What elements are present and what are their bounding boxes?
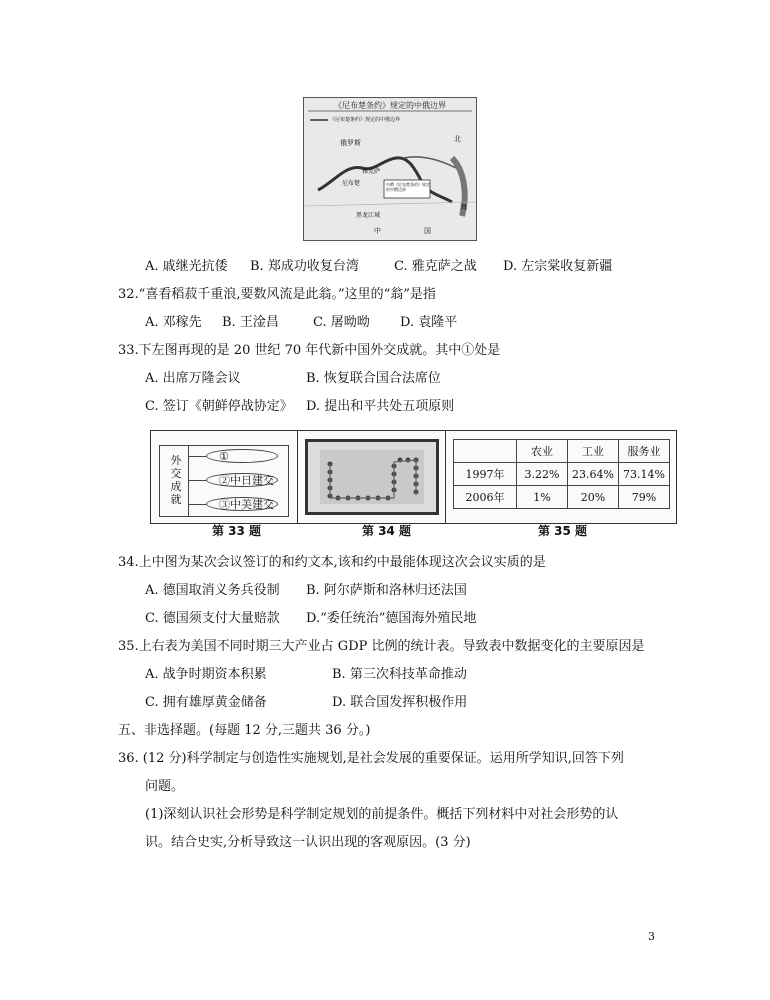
table-cell: 79% <box>619 486 670 509</box>
table-header-row <box>454 440 670 463</box>
treaty-map-figure <box>303 97 477 241</box>
map-label-sea: 海 <box>460 203 467 211</box>
q34-stem: 34.上中图为某次会议签订的和约文本,该和约中最能体现这次会议实质的是 <box>118 555 546 570</box>
q33-stem: 33.下左图再现的是 20 世纪 70 年代新中国外交成就。其中①处是 <box>118 343 501 358</box>
fig35-panel <box>447 431 676 523</box>
q34-option-b: B. 阿尔萨斯和洛林归还法国 <box>306 583 467 598</box>
q35-stem: 35.上右表为美国不同时期三大产业占 GDP 比例的统计表。导致表中数据变化的主要原因是 <box>118 639 645 654</box>
fig34-panel <box>299 431 446 523</box>
map-label-yaksa: 雅克萨 <box>362 168 381 175</box>
table-header-cell <box>454 440 517 463</box>
table-header-cell: 工业 <box>568 440 619 463</box>
q35-option-d: D. 联合国发挥积极作用 <box>332 695 468 710</box>
map-box-label: 中俄《尼布楚条约》规定的中俄边界 <box>386 182 430 192</box>
map-label-north: 北 <box>454 135 461 143</box>
q31-option-d: D. 左宗棠收复新疆 <box>503 259 613 274</box>
table-row <box>454 463 670 486</box>
q33-option-a: A. 出席万隆会议 <box>145 371 241 386</box>
map-label-russia: 俄罗斯 <box>340 139 361 147</box>
diplomacy-item-3: ③中美建交 <box>206 497 278 511</box>
q31-option-b: B. 郑成功收复台湾 <box>250 259 359 274</box>
q36-sub1-line2: 识。结合史实,分析导致这一认识出现的客观原因。(3 分) <box>145 835 471 850</box>
table-cell: 2006年 <box>454 486 517 509</box>
diplomacy-diagram <box>159 445 289 517</box>
q32-stem: 32.“喜看稻菽千重浪,要数风流是此翁。”这里的“翁”是指 <box>118 287 436 302</box>
diplomacy-item-1: ① <box>206 449 278 463</box>
connector-line <box>189 480 206 481</box>
map-legend-text: 《尼布楚条约》规定的中俄边界 <box>330 117 401 123</box>
q36-stem-line1: 36. (12 分)科学制定与创造性实施规划,是社会发展的重要保证。运用所学知识,回答下列 <box>118 751 624 766</box>
q32-option-a: A. 邓稼先 <box>145 315 202 330</box>
q31-option-c: C. 雅克萨之战 <box>394 259 477 274</box>
q33-option-b: B. 恢复联合国合法席位 <box>306 371 441 386</box>
caption-fig34: 第 34 题 <box>362 524 412 538</box>
table-cell: 20% <box>568 486 619 509</box>
map-label-guo: 国 <box>424 227 431 235</box>
caption-fig33: 第 33 题 <box>212 524 262 538</box>
fig33-panel <box>151 431 298 523</box>
gdp-table <box>453 439 670 509</box>
q32-option-b: B. 王淦昌 <box>222 315 279 330</box>
table-header-cell: 服务业 <box>619 440 670 463</box>
q35-option-c: C. 拥有雄厚黄金储备 <box>145 695 267 710</box>
diplomacy-label: 外交成就 <box>170 454 182 506</box>
map-title: 《尼布楚条约》规定的中俄边界 <box>334 101 446 110</box>
table-header-cell: 农业 <box>517 440 568 463</box>
q32-option-d: D. 袁隆平 <box>400 315 458 330</box>
connector-line <box>189 504 206 505</box>
q33-option-d: D. 提出和平共处五项原则 <box>306 399 455 414</box>
q32-option-c: C. 屠呦呦 <box>313 315 370 330</box>
connector-line <box>189 456 206 457</box>
q31-option-a: A. 戚继光抗倭 <box>145 259 228 274</box>
q35-option-b: B. 第三次科技革命推动 <box>332 667 467 682</box>
q33-option-c: C. 签订《朝鲜停战协定》 <box>145 399 293 414</box>
table-cell: 3.22% <box>517 463 568 486</box>
diplomacy-item-2: ②中日建交 <box>206 473 278 487</box>
table-row <box>454 486 670 509</box>
caption-fig35: 第 35 题 <box>538 524 588 538</box>
page-number: 3 <box>648 930 655 943</box>
table-cell: 73.14% <box>619 463 670 486</box>
q35-option-a: A. 战争时期资本积累 <box>145 667 267 682</box>
table-cell: 1% <box>517 486 568 509</box>
table-cell: 23.64% <box>568 463 619 486</box>
treaty-seals <box>308 442 436 512</box>
map-label-nerchinsk: 尼布楚 <box>342 180 361 187</box>
table-cell: 1997年 <box>454 463 517 486</box>
figure-strip <box>150 430 677 524</box>
q34-option-c: C. 德国须支付大量赔款 <box>145 611 280 626</box>
q34-option-a: A. 德国取消义务兵役制 <box>145 583 280 598</box>
section-heading: 五、非选择题。(每题 12 分,三题共 36 分。) <box>118 723 371 738</box>
q34-option-d: D.“委任统治”德国海外殖民地 <box>306 611 477 626</box>
q36-stem-line2: 问题。 <box>145 779 185 794</box>
map-label-heilongjiang: 黑龙江城 <box>356 212 381 219</box>
treaty-document-image <box>305 439 439 515</box>
map-label-zhong: 中 <box>374 227 381 235</box>
q36-sub1-line1: (1)深刻认识社会形势是科学制定规划的前提条件。概括下列材料中对社会形势的认 <box>145 807 619 822</box>
